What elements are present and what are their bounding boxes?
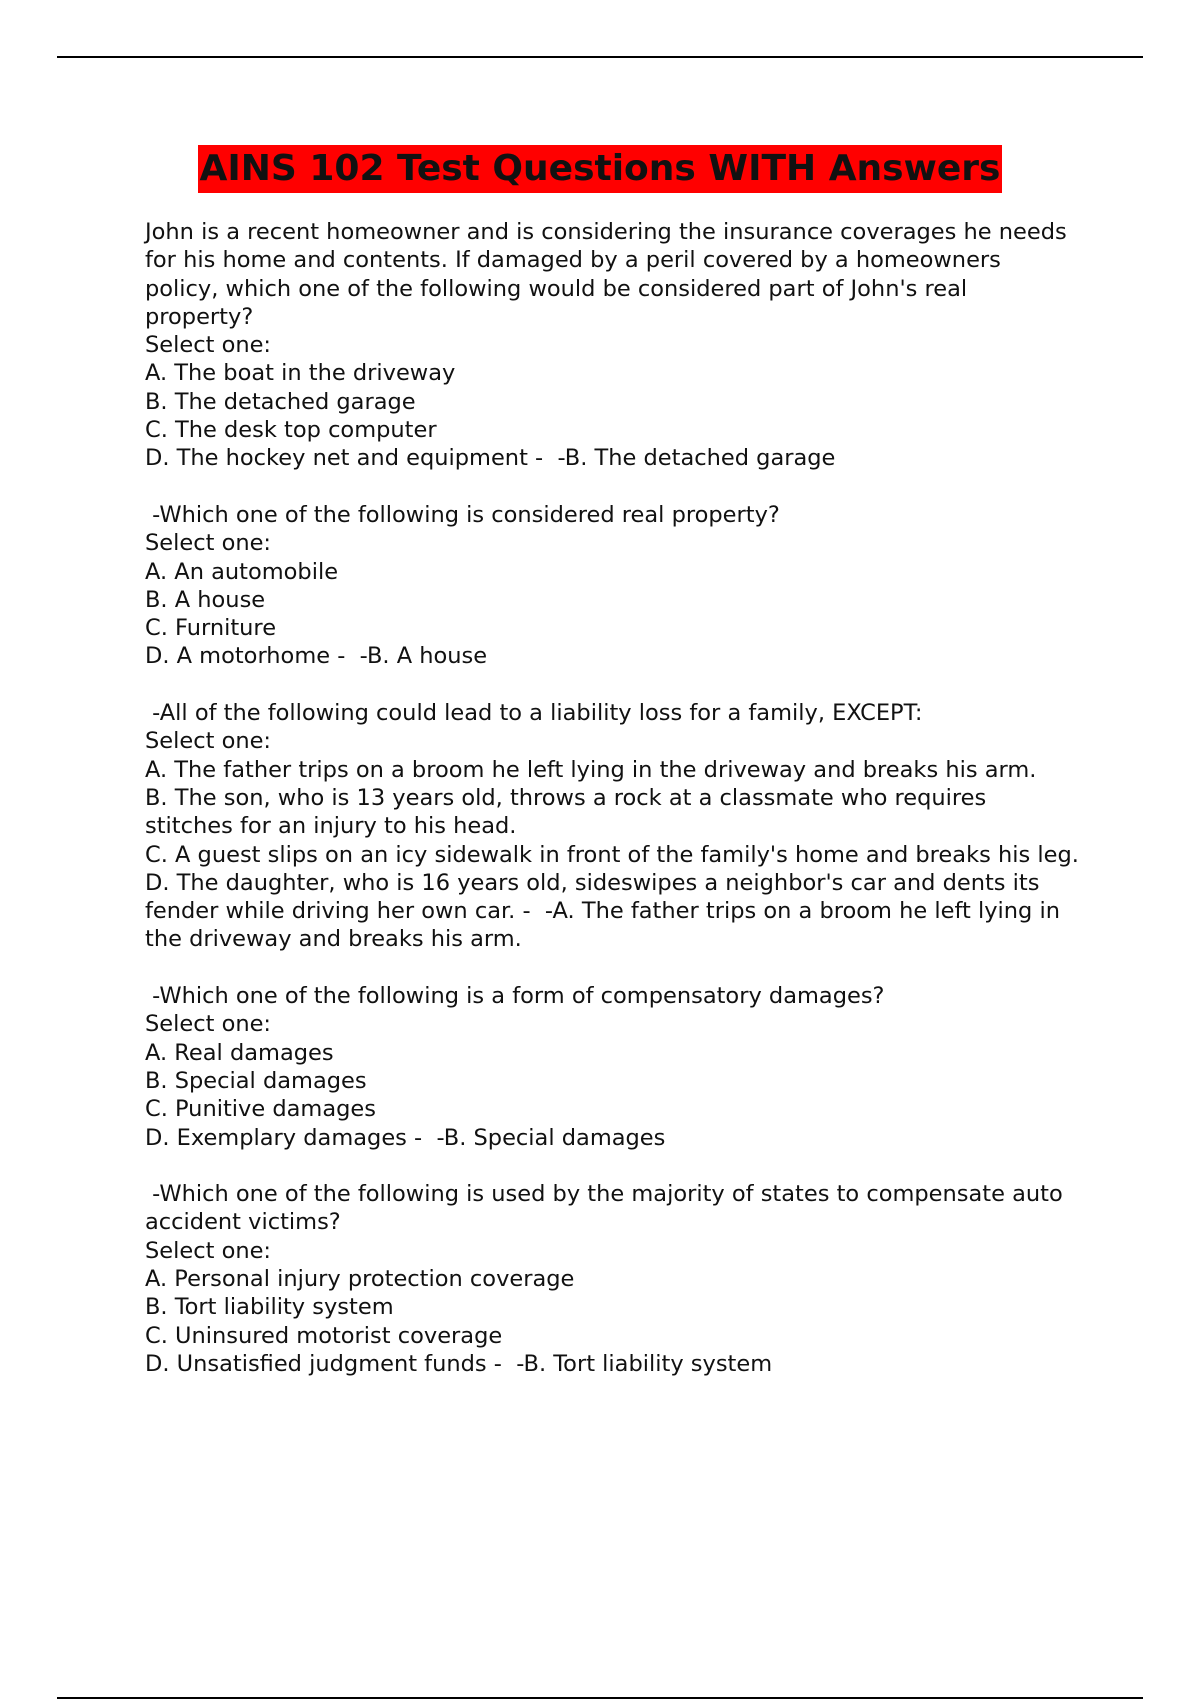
answer-option: C. A guest slips on an icy sidewalk in front of the family's home and breaks his leg. (145, 841, 1079, 868)
answer-option: B. The son, who is 13 years old, throws a rock at a classmate who requires stitches for an injury to his head. (145, 784, 994, 840)
answer-option: C. Uninsured motorist coverage (145, 1322, 503, 1349)
answer-option: A. The boat in the driveway (145, 360, 456, 387)
answer-option-with-answer: D. A motorhome - -B. A house (145, 643, 488, 670)
answer-option: A. The father trips on a broom he left lying in the driveway and breaks his arm. (145, 756, 1037, 783)
answer-option: A. Personal injury protection coverage (145, 1265, 575, 1292)
answer-option-with-answer: D. The hockey net and equipment - -B. The detached garage (145, 445, 836, 472)
question-block (145, 1180, 1080, 1378)
answer-option-with-answer: D. Exemplary damages - -B. Special damages (145, 1124, 666, 1151)
question-stem: -All of the following could lead to a liability loss for a family, EXCEPT: (145, 700, 923, 727)
bottom-rule (57, 1697, 1143, 1699)
question-stem: -Which one of the following is a form of compensatory damages? (145, 983, 885, 1010)
select-prompt: Select one: (145, 1237, 272, 1264)
answer-option: C. Furniture (145, 615, 277, 642)
question-block (145, 982, 1080, 1152)
answer-option-with-answer: D. The daughter, who is 16 years old, sideswipes a neighbor's car and dents its fender while driving her own car. - -A. The father trips on a broom he left lying in the driveway and breaks his arm. (145, 869, 1068, 953)
answer-option-with-answer: D. Unsatisfied judgment funds - -B. Tort liability system (145, 1350, 773, 1377)
answer-option: C. The desk top computer (145, 417, 437, 444)
question-block (145, 218, 1080, 473)
question-stem: -Which one of the following is considered real property? (145, 501, 780, 528)
question-list (145, 218, 1080, 1406)
question-stem: -Which one of the following is used by the majority of states to compensate auto accident victims? (145, 1181, 1070, 1236)
answer-option: C. Punitive damages (145, 1096, 376, 1123)
select-prompt: Select one: (145, 728, 272, 755)
answer-option: A. Real damages (145, 1039, 334, 1066)
answer-option: B. A house (145, 586, 266, 613)
select-prompt: Select one: (145, 530, 272, 557)
question-block (145, 699, 1080, 954)
select-prompt: Select one: (145, 332, 272, 359)
title-container (0, 145, 1200, 193)
question-stem: John is a recent homeowner and is considering the insurance coverages he needs for his home and contents. If damaged by a peril covered by a homeowners policy, which one of the following would be considered part of John's real property? (145, 219, 1074, 330)
answer-option: B. The detached garage (145, 388, 416, 415)
answer-option: A. An automobile (145, 558, 339, 585)
document-title: AINS 102 Test Questions WITH Answers (198, 145, 1003, 193)
top-rule (57, 56, 1143, 58)
select-prompt: Select one: (145, 1011, 272, 1038)
question-block (145, 501, 1080, 671)
answer-option: B. Special damages (145, 1067, 367, 1094)
answer-option: B. Tort liability system (145, 1294, 394, 1321)
